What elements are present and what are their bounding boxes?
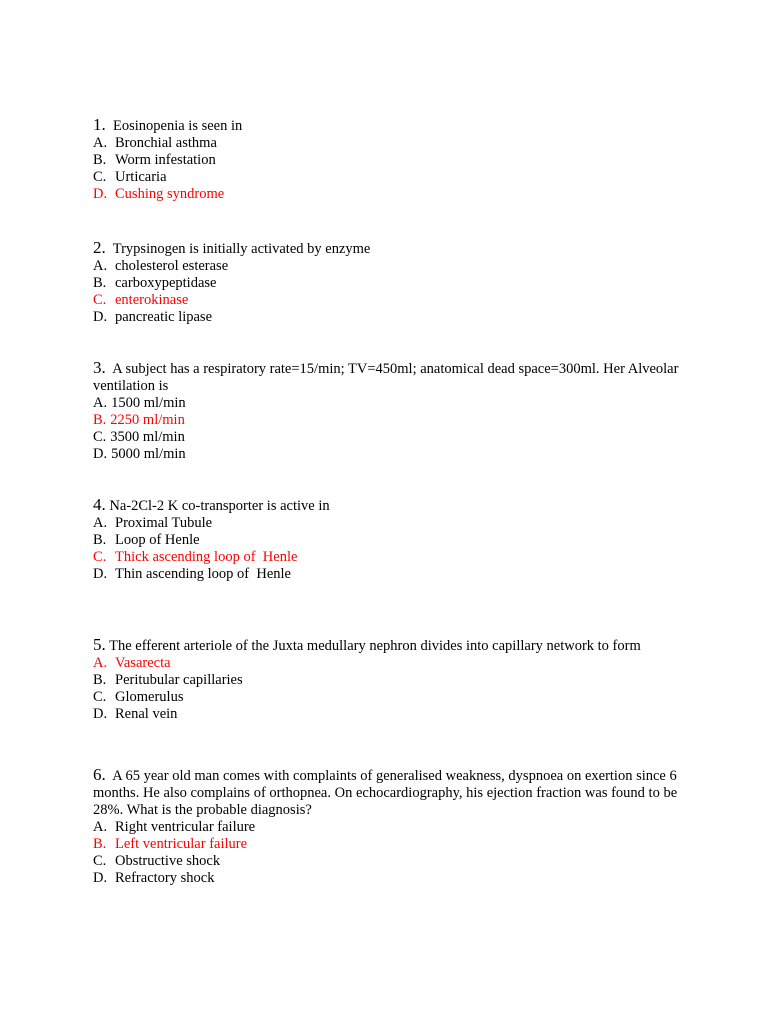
option-letter: C.	[93, 169, 107, 185]
option-letter: B.	[93, 672, 107, 688]
option-b	[93, 532, 683, 549]
question-1-stem	[93, 116, 683, 135]
option-letter: B.	[93, 836, 107, 852]
option-letter: D.	[93, 186, 108, 202]
option-text: Obstructive shock	[115, 853, 221, 869]
question-text: Na-2Cl-2 K co-transporter is active in	[109, 498, 330, 514]
option-letter: B.	[93, 532, 107, 548]
option-a	[93, 515, 683, 532]
option-a	[93, 135, 683, 152]
option-text: Vasarecta	[115, 655, 171, 671]
option-text: Loop of Henle	[115, 532, 200, 548]
question-5	[93, 636, 683, 723]
question-number: 5.	[93, 635, 106, 654]
option-text: cholesterol esterase	[115, 258, 229, 274]
option-text: 2250 ml/min	[110, 412, 185, 428]
question-number: 3.	[93, 358, 106, 377]
question-6	[93, 766, 683, 887]
option-b-correct	[93, 412, 683, 429]
option-letter: C.	[93, 549, 107, 565]
option-d	[93, 706, 683, 723]
option-c-correct	[93, 549, 683, 566]
option-letter: C.	[93, 853, 107, 869]
option-letter: A.	[93, 395, 108, 411]
option-text: enterokinase	[115, 292, 189, 308]
option-letter: A.	[93, 515, 108, 531]
question-text: The efferent arteriole of the Juxta medullary nephron divides into capillary network to form	[109, 638, 641, 654]
question-3-stem	[93, 359, 683, 395]
option-text: Thick ascending loop of Henle	[115, 549, 298, 565]
option-d	[93, 309, 683, 326]
question-text: Eosinopenia is seen in	[113, 118, 243, 134]
option-text: Peritubular capillaries	[115, 672, 243, 688]
option-b	[93, 275, 683, 292]
question-2-stem	[93, 239, 683, 258]
option-letter: A.	[93, 655, 108, 671]
option-letter: A.	[93, 135, 108, 151]
option-letter: C.	[93, 689, 107, 705]
option-text: Proximal Tubule	[115, 515, 213, 531]
option-a	[93, 258, 683, 275]
question-number: 1.	[93, 115, 106, 134]
question-4	[93, 496, 683, 583]
option-text: 1500 ml/min	[111, 395, 186, 411]
option-text: Refractory shock	[115, 870, 215, 886]
option-d	[93, 870, 683, 887]
option-c	[93, 689, 683, 706]
question-4-stem	[93, 496, 683, 515]
option-text: carboxypeptidase	[115, 275, 217, 291]
question-number: 2.	[93, 238, 106, 257]
question-2	[93, 239, 683, 326]
option-letter: D.	[93, 566, 108, 582]
option-letter: D.	[93, 870, 108, 886]
option-text: Left ventricular failure	[115, 836, 248, 852]
option-b	[93, 152, 683, 169]
option-letter: D.	[93, 309, 108, 325]
option-letter: C.	[93, 292, 107, 308]
option-letter: B.	[93, 412, 107, 428]
question-1	[93, 116, 683, 203]
option-a-correct	[93, 655, 683, 672]
option-b-correct	[93, 836, 683, 853]
option-d	[93, 566, 683, 583]
option-text: Worm infestation	[115, 152, 216, 168]
option-text: Cushing syndrome	[115, 186, 225, 202]
option-d-correct	[93, 186, 683, 203]
option-text: Urticaria	[115, 169, 167, 185]
option-text: Thin ascending loop of Henle	[115, 566, 291, 582]
option-letter: A.	[93, 819, 108, 835]
option-text: 5000 ml/min	[111, 446, 186, 462]
question-text: A subject has a respiratory rate=15/min; TV=450ml; anatomical dead space=300ml. Her Alveolar ventilation is	[93, 361, 679, 394]
option-text: Glomerulus	[115, 689, 184, 705]
question-number: 4.	[93, 495, 106, 514]
question-text: A 65 year old man comes with complaints of generalised weakness, dyspnoea on exertion since 6 months. He also complains of orthopnea. On echocardiography, his ejection fraction was found to be 28%. What is the probable diagnosis?	[93, 768, 678, 818]
option-text: Renal vein	[115, 706, 178, 722]
option-letter: B.	[93, 275, 107, 291]
option-c-correct	[93, 292, 683, 309]
question-text: Trypsinogen is initially activated by enzyme	[112, 241, 371, 257]
option-text: Bronchial asthma	[115, 135, 217, 151]
question-number: 6.	[93, 765, 106, 784]
option-c	[93, 429, 683, 446]
option-letter: C.	[93, 429, 107, 445]
option-text: 3500 ml/min	[110, 429, 185, 445]
option-letter: A.	[93, 258, 108, 274]
option-c	[93, 853, 683, 870]
option-text: Right ventricular failure	[115, 819, 256, 835]
option-c	[93, 169, 683, 186]
option-a	[93, 395, 683, 412]
option-letter: D.	[93, 706, 108, 722]
option-b	[93, 672, 683, 689]
option-letter: D.	[93, 446, 108, 462]
question-6-stem	[93, 766, 683, 819]
question-5-stem	[93, 636, 683, 655]
option-a	[93, 819, 683, 836]
option-letter: B.	[93, 152, 107, 168]
option-d	[93, 446, 683, 463]
option-text: pancreatic lipase	[115, 309, 213, 325]
question-3	[93, 359, 683, 463]
